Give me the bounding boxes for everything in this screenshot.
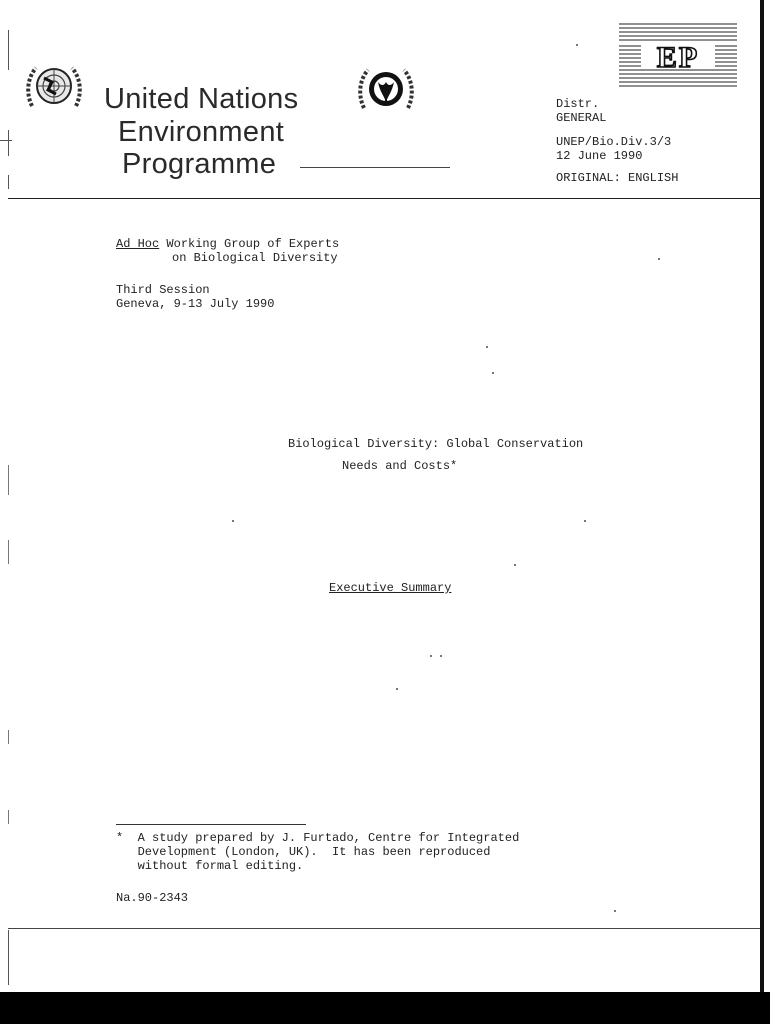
ep-logo-icon xyxy=(619,20,737,90)
distribution-value: GENERAL xyxy=(556,111,607,125)
document-symbol: UNEP/Bio.Div.3/3 xyxy=(556,135,672,149)
scan-left-margin-marks xyxy=(0,0,12,990)
unep-emblem-icon xyxy=(356,62,416,118)
session-name: Third Session xyxy=(116,283,210,297)
session-place-date: Geneva, 9-13 July 1990 xyxy=(116,297,275,311)
scan-bottom-bar xyxy=(0,992,770,1024)
distribution-label: Distr. xyxy=(556,97,600,111)
un-emblem-icon xyxy=(24,60,84,116)
document-title-line-2: Needs and Costs* xyxy=(342,459,458,473)
org-name-line-2: Environment xyxy=(118,116,285,148)
footnote-line-3: without formal editing. xyxy=(116,859,304,873)
org-name-line-3: Programme xyxy=(122,148,277,180)
original-language: ORIGINAL: ENGLISH xyxy=(556,171,679,185)
document-date: 12 June 1990 xyxy=(556,149,643,163)
meeting-name-line-2: on Biological Diversity xyxy=(172,251,338,265)
footer-rule xyxy=(8,928,760,929)
meeting-name-rest: Working Group of Experts xyxy=(159,237,340,251)
org-name-rule xyxy=(300,167,450,168)
footnote-rule xyxy=(116,824,306,825)
meeting-name-line-1 xyxy=(116,238,339,251)
org-name-line-1: United Nations xyxy=(104,83,299,115)
section-heading: Executive Summary xyxy=(329,581,452,595)
footnote-line-2: Development (London, UK). It has been reproduced xyxy=(116,845,491,859)
ep-logo-text: EP xyxy=(656,41,700,74)
header-rule xyxy=(8,198,760,199)
meeting-name-prefix: Ad Hoc xyxy=(116,237,160,251)
document-title-line-1: Biological Diversity: Global Conservation xyxy=(288,437,584,451)
footnote-line-1: * A study prepared by J. Furtado, Centre for Integrated xyxy=(116,831,520,845)
document-job-number: Na.90-2343 xyxy=(116,891,189,905)
scan-right-edge xyxy=(760,0,764,992)
